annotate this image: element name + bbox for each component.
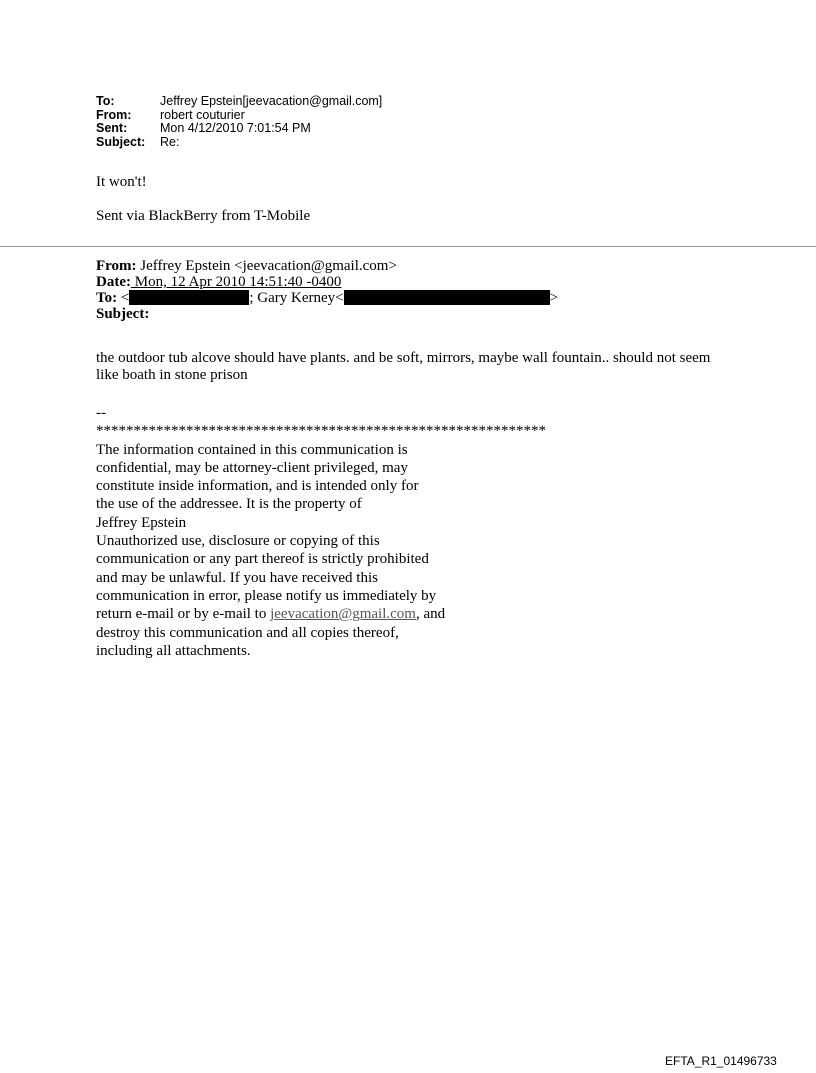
signature-stars: ************************************************************ <box>96 423 546 440</box>
document-id: EFTA_R1_01496733 <box>665 1054 777 1068</box>
email-header <box>96 95 382 149</box>
quoted-subject-label: Subject: <box>96 306 150 322</box>
quoted-to-suffix: > <box>549 290 559 306</box>
header-from-row <box>96 109 382 123</box>
from-value: robert couturier <box>160 107 245 122</box>
quoted-from-row <box>96 258 558 274</box>
disclaimer-line: The information contained in this communication is <box>96 441 408 458</box>
disclaimer-line: Unauthorized use, disclosure or copying of this <box>96 533 380 550</box>
to-label: To: <box>96 94 115 108</box>
disclaimer-line: Jeffrey Epstein <box>96 514 187 531</box>
reply-text: It won't! <box>96 174 147 190</box>
quoted-date-row <box>96 274 558 290</box>
message-divider <box>0 246 816 247</box>
quoted-body: the outdoor tub alcove should have plants. and be soft, mirrors, maybe wall fountain.. should not seem like boath in stone prison <box>96 350 711 383</box>
quoted-from-label: From: <box>96 258 137 274</box>
return-suffix: , and <box>415 606 446 623</box>
signature-dashes: -- <box>96 405 106 421</box>
quoted-from-value: Jeffrey Epstein <jeevacation@gmail.com> <box>136 258 397 274</box>
redaction-block <box>344 290 550 305</box>
sent-via-line: Sent via BlackBerry from T-Mobile <box>96 208 311 224</box>
email-link[interactable]: jeevacation@gmail.com <box>270 606 416 623</box>
disclaimer-return-line <box>96 605 546 623</box>
quoted-to-prefix: < <box>117 290 130 306</box>
quoted-to-row <box>96 290 558 306</box>
header-subject-row <box>96 136 382 150</box>
quoted-date-label: Date: <box>96 274 131 290</box>
header-sent-row <box>96 122 382 136</box>
disclaimer-line: communication or any part thereof is strictly prohibited <box>96 551 429 568</box>
disclaimer-line: constitute inside information, and is intended only for <box>96 478 419 495</box>
quoted-to-middle: ; Gary Kerney< <box>249 290 344 306</box>
subject-label: Subject: <box>96 134 146 149</box>
header-to-row <box>96 95 382 109</box>
to-value: Jeffrey Epstein[jeevacation@gmail.com] <box>160 94 383 108</box>
from-label: From: <box>96 107 132 122</box>
quoted-date-value: Mon, 12 Apr 2010 14:51:40 -0400 <box>130 274 342 290</box>
sent-value: Mon 4/12/2010 7:01:54 PM <box>160 121 311 135</box>
quoted-subject-row <box>96 306 558 322</box>
signature-block <box>96 404 546 660</box>
disclaimer-line: destroy this communication and all copies thereof, <box>96 624 399 641</box>
disclaimer-line: including all attachments. <box>96 642 251 659</box>
quoted-header <box>96 258 558 322</box>
disclaimer-line: the use of the addressee. It is the property of <box>96 496 362 513</box>
redaction-block <box>129 290 249 305</box>
disclaimer-line: and may be unlawful. If you have received this <box>96 569 378 586</box>
disclaimer-line: communication in error, please notify us immediately by <box>96 587 437 604</box>
quoted-to-label: To: <box>96 290 118 306</box>
return-prefix: return e-mail or by e-mail to <box>96 606 271 623</box>
subject-value: Re: <box>160 134 180 149</box>
sent-label: Sent: <box>96 121 128 135</box>
disclaimer-line: confidential, may be attorney-client privileged, may <box>96 459 408 476</box>
